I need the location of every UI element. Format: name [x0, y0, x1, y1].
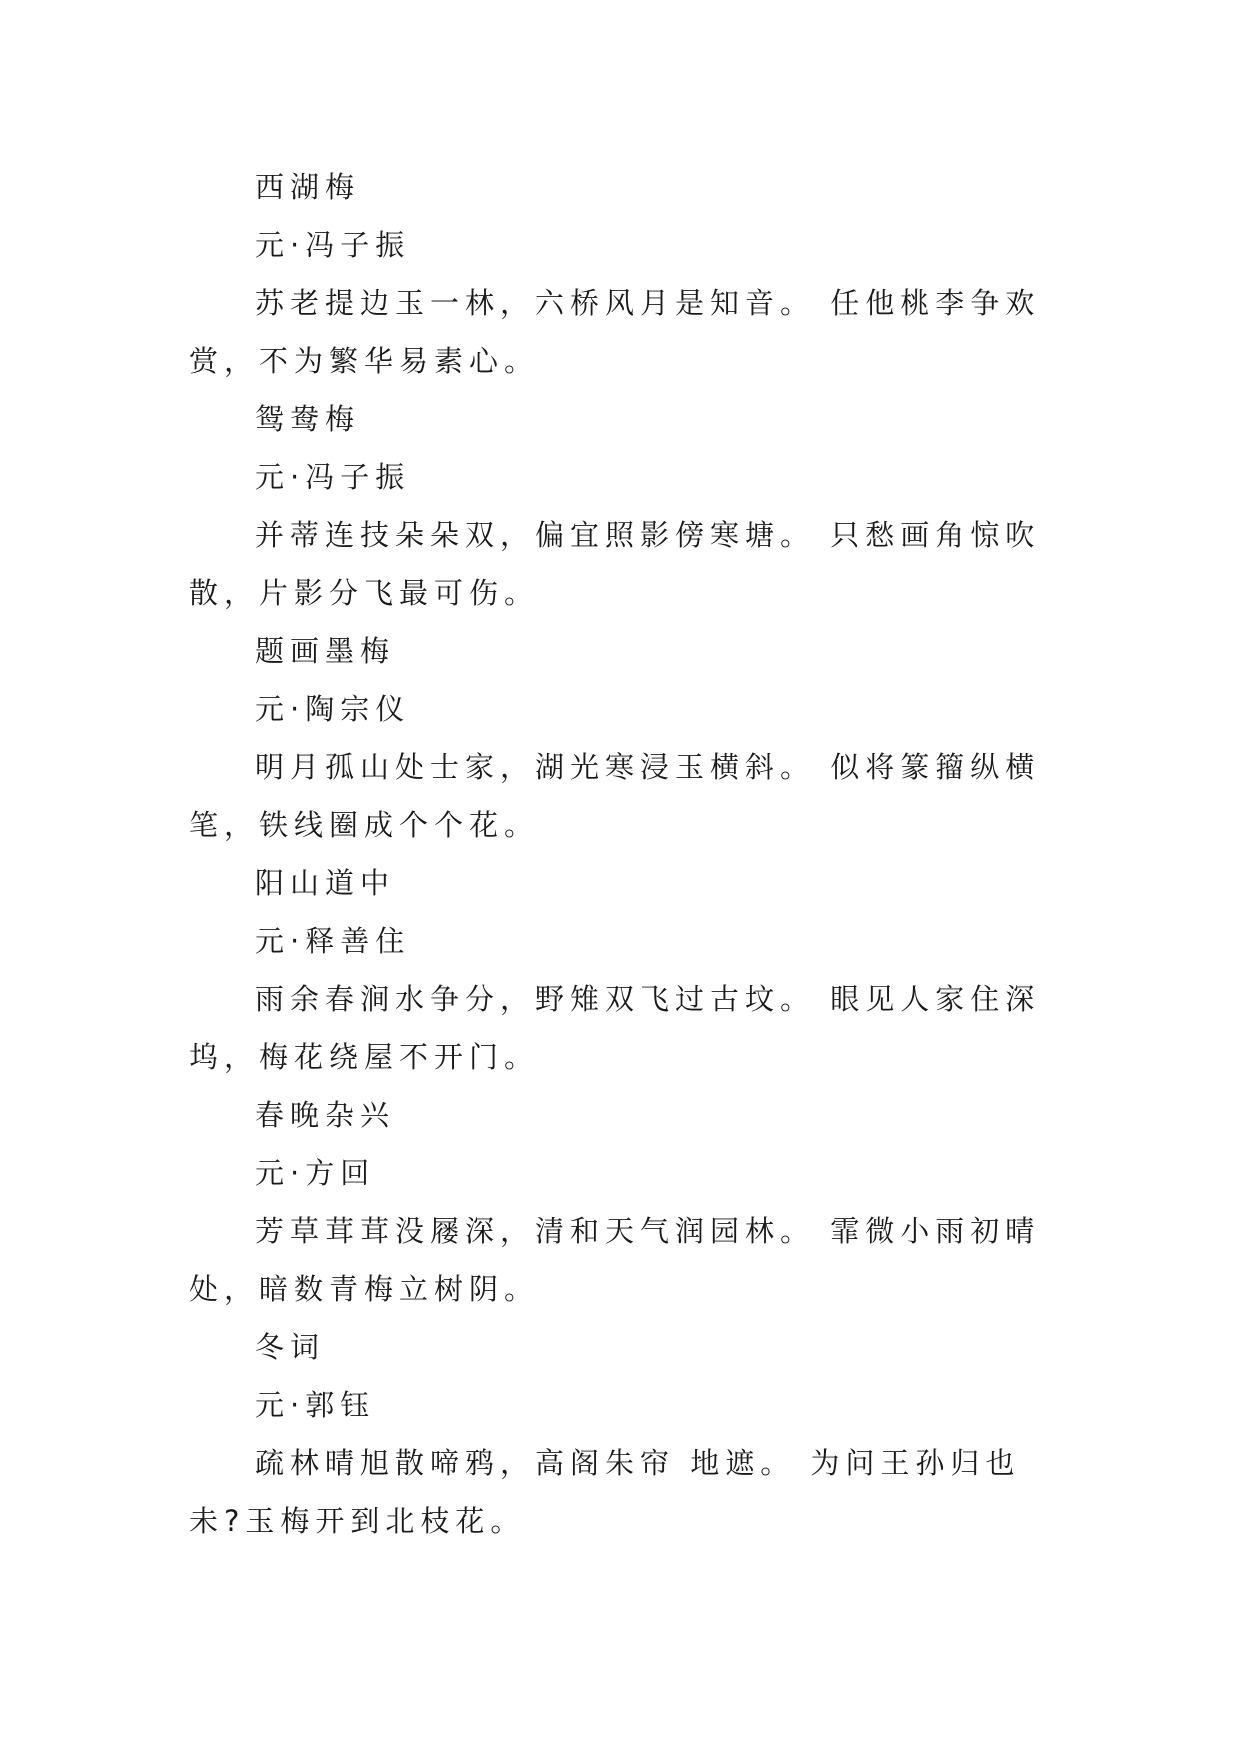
poem-title: 冬词: [255, 1330, 326, 1364]
poem-body: 雨余春涧水争分，野雉双飞过古坟。 眼见人家住深坞，梅花绕屋不开门。: [189, 982, 1041, 1074]
poem-author: 元·释善住: [255, 924, 411, 958]
poem-title: 西湖梅: [255, 170, 361, 204]
poem-author: 元·冯子振: [255, 460, 411, 494]
poem-author: 元·郭钰: [255, 1388, 376, 1422]
poem-body: 芳草茸茸没屦深，清和天气润园林。 霏微小雨初晴处，暗数青梅立树阴。: [189, 1214, 1041, 1306]
poem-body: 疏林晴旭散啼鸦，高阁朱帘 地遮。 为问王孙归也未?玉梅开到北枝花。: [189, 1446, 1021, 1538]
poem-entry: [189, 854, 1069, 1086]
poem-title: 题画墨梅: [255, 634, 396, 668]
poem-title: 春晚杂兴: [255, 1098, 396, 1132]
poem-title: 鸳鸯梅: [255, 402, 361, 436]
poem-author: 元·冯子振: [255, 228, 411, 262]
poem-entry: [189, 622, 1069, 854]
poem-body: 苏老提边玉一林，六桥风月是知音。 任他桃李争欢赏，不为繁华易素心。: [189, 286, 1041, 378]
poem-author: 元·方回: [255, 1156, 376, 1190]
poem-author: 元·陶宗仪: [255, 692, 411, 726]
poem-entry: [189, 1318, 1069, 1550]
poem-title: 阳山道中: [255, 866, 396, 900]
poem-body: 明月孤山处士家，湖光寒浸玉横斜。 似将篆籀纵横笔，铁线圈成个个花。: [189, 750, 1041, 842]
poem-entry: [189, 390, 1069, 622]
poem-body: 并蒂连技朵朵双，偏宜照影傍寒塘。 只愁画角惊吹散，片影分飞最可伤。: [189, 518, 1041, 610]
poem-list: [189, 158, 1069, 1550]
poem-entry: [189, 158, 1069, 390]
poem-entry: [189, 1086, 1069, 1318]
